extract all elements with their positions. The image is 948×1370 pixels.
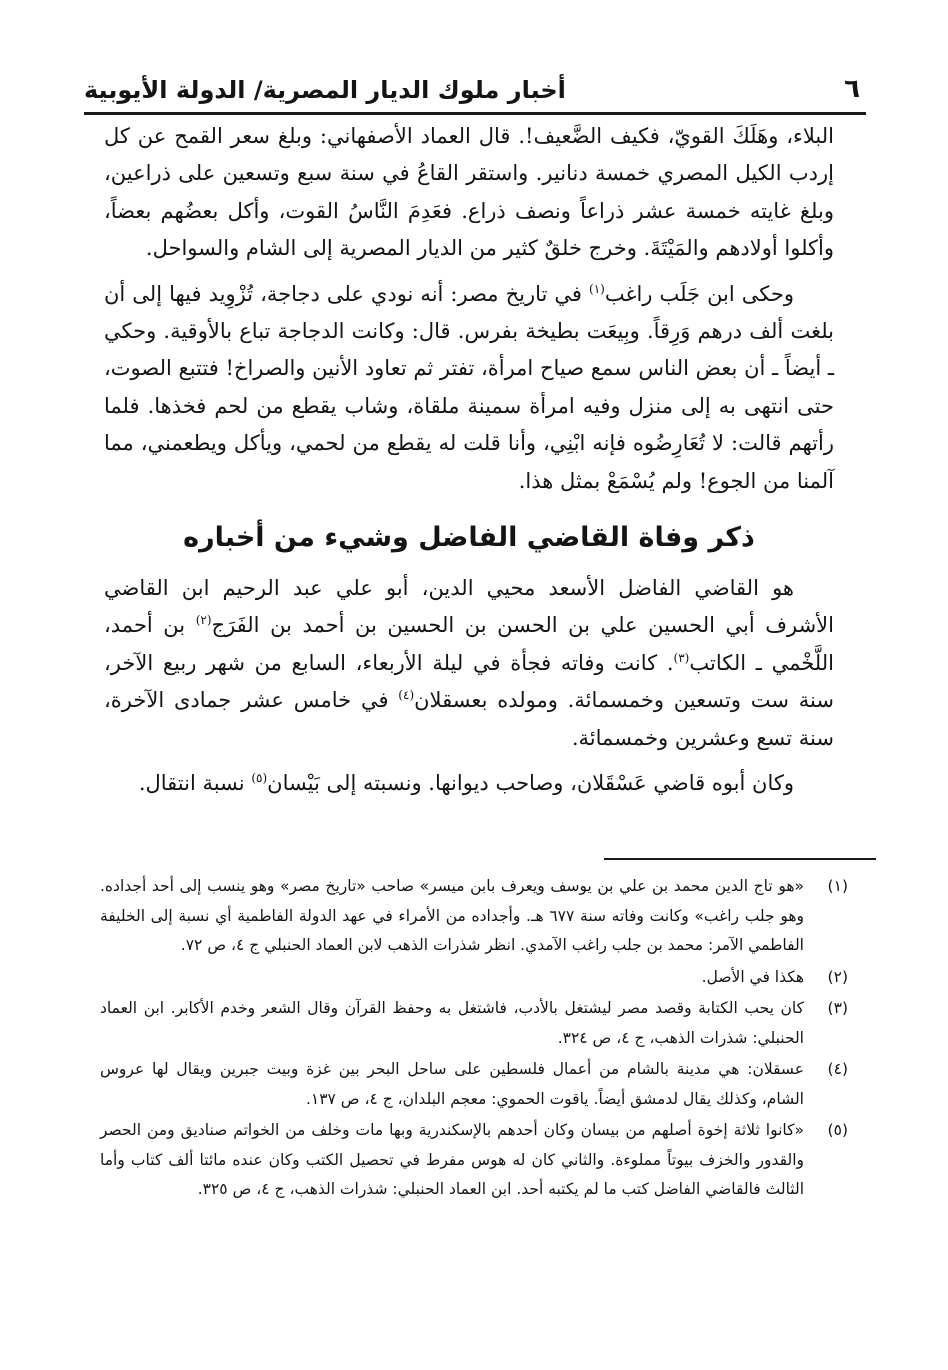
footnote-text: «هو تاج الدين محمد بن علي بن يوسف ويعرف بابن ميسر» صاحب «تاريخ مصر» وهو ينسب إلى أحد أجداده. وهو جلب راغب» وكانت وفاته سنة ٦٧٧ هـ. وأجداده من الأمراء في عهد الدولة الفاطمية أي نسبة إلى الخليفة الفاطمي الآمر: محمد بن جلب راغب الآمدي. انظر شذرات الذهب لابن العماد الحنبلي ج ٤، ص ٧٢. bbox=[100, 877, 804, 954]
footnote-3 bbox=[100, 994, 852, 1053]
paragraph-father bbox=[104, 765, 834, 802]
paragraph-text: في خامس عشر جمادى الآخرة، سنة تسع وعشرين وخمسمائة. bbox=[104, 688, 834, 750]
paragraph-text: في تاريخ مصر: أنه نودي على دجاجة، تُزْوِيد فيها إلى أن بلغت ألف درهم وَرِقاً. وبِيعَت بطيخة بفرس. قال: وكانت الدجاجة تباع بالأوقية. وحكي ـ أيضاً ـ أن بعض الناس سمع صياح امرأة، تفتر ثم تعاود الأنين والصراخ! فتتبع الصوت، حتى انتهى به إلى منزل وفيه امرأة سمينة ملقاة، وشاب يقطع من لحم فخذها. فلما رأتهم قالت: لا تُعَارِضُوه فإنه ابْنِي، وأنا قلت له يقطع من لحمي، ويأكل ويطعمني، مما آلمنا من الجوع! ولم يُسْمَعْ بمثل هذا. bbox=[104, 281, 834, 493]
footnote-marker-5: (٥) bbox=[251, 771, 268, 786]
footnote-divider bbox=[604, 858, 876, 860]
footnote-1 bbox=[100, 872, 852, 961]
footnote-number: (٢) bbox=[827, 967, 848, 986]
footnote-number: (٤) bbox=[827, 1060, 848, 1078]
footnote-text: كان يحب الكتابة وقصد مصر ليشتغل بالأدب، فاشتغل به وحفظ القرآن وقال الشعر وخدم الأكابر. ابن العماد الحنبلي: شذرات الذهب، ج ٤، ص ٣٢٤. bbox=[100, 999, 804, 1047]
footnote-5 bbox=[100, 1116, 852, 1205]
paragraph-qadi-fadil bbox=[104, 570, 834, 757]
running-header bbox=[84, 72, 866, 108]
footnote-number: (١) bbox=[827, 877, 848, 895]
footnotes bbox=[100, 872, 852, 1207]
footnote-number: (٣) bbox=[827, 999, 848, 1017]
paragraph-ibn-jalab bbox=[104, 276, 834, 500]
footnote-marker-2: (٢) bbox=[195, 613, 212, 628]
header-divider bbox=[84, 112, 866, 115]
paragraph-text: نسبة انتقال. bbox=[138, 771, 252, 796]
section-heading: ذكر وفاة القاضي الفاضل وشيء من أخباره bbox=[183, 522, 755, 554]
page-number: ٦ bbox=[844, 74, 860, 104]
footnote-text: عسقلان: هي مدينة بالشام من أعمال فلسطين على ساحل البحر بين غزة وبيت جبرين ويقال لها عروس الشام، وكذلك يقال لدمشق أيضاً. ياقوت الحموي: معجم البلدان، ج ٤، ص ١٣٧. bbox=[100, 1060, 804, 1108]
footnote-marker-3: (٣) bbox=[673, 650, 690, 665]
footnote-2 bbox=[100, 963, 852, 993]
main-text bbox=[104, 118, 834, 803]
paragraph-text: . كانت وفاته فجأة في ليلة الأربعاء، السابع من شهر ربيع الآخر، سنة ست وتسعين وخمسمائة. ومولده بعسقلان bbox=[104, 650, 834, 713]
paragraph-famine: البلاء، وهَلَكَ القويّ، فكيف الضَّعيف!. قال العماد الأصفهاني: وبلغ سعر القمح عن كل إردب الكيل المصري خمسة دنانير. واستقر القاعُ في سنة سبع وتسعين على ذراعين، وبلغ غايته خمسة عشر ذراعاً ونصف ذراع. فعَدِمَ النَّاسُ القوت، وأكل بعضُهم بعضاً، وأكلوا أولادهم والمَيْتَةَ. وخرج خلقٌ كثير من الديار المصرية إلى الشام والسواحل. bbox=[104, 124, 834, 261]
footnote-4 bbox=[100, 1055, 852, 1114]
paragraph-text: وحكى ابن جَلَب راغب bbox=[604, 281, 795, 306]
footnote-text: هكذا في الأصل. bbox=[701, 967, 804, 986]
paragraph-text: هو القاضي الفاضل الأسعد محيي الدين، أبو علي عبد الرحيم ابن القاضي الأشرف أبي الحسين علي بن الحسن بن الحسين بن أحمد بن الفَرَج bbox=[104, 576, 834, 638]
running-title: أخبار ملوك الديار المصرية/ الدولة الأيوبية bbox=[84, 76, 566, 104]
footnote-marker-4: (٤) bbox=[398, 688, 415, 703]
footnote-number: (٥) bbox=[827, 1121, 848, 1139]
paragraph-text: بن أحمد، اللَّخْمي ـ الكاتب bbox=[104, 613, 834, 675]
footnote-text: «كانوا ثلاثة إخوة أصلهم من بيسان وكان أحدهم بالإسكندرية وبها مات وخلف من الخواتم صناديق ومن الحصر والقدور والخزف بيوتاً مملوءة. والثاني كان له هوس مفرط في تحصيل الكتب وكان عنده مائتا ألف كتاب وأما الثالث فالقاضي الفاضل كتب ما لم يكتبه أحد. ابن العماد الحنبلي: شذرات الذهب، ج ٤، ص ٣٢٥. bbox=[100, 1121, 804, 1198]
paragraph-text: وكان أبوه قاضي عَسْقَلان، وصاحب ديوانها. ونسبته إلى بَيْسان bbox=[267, 771, 794, 796]
footnote-marker-1: (١) bbox=[589, 281, 605, 296]
